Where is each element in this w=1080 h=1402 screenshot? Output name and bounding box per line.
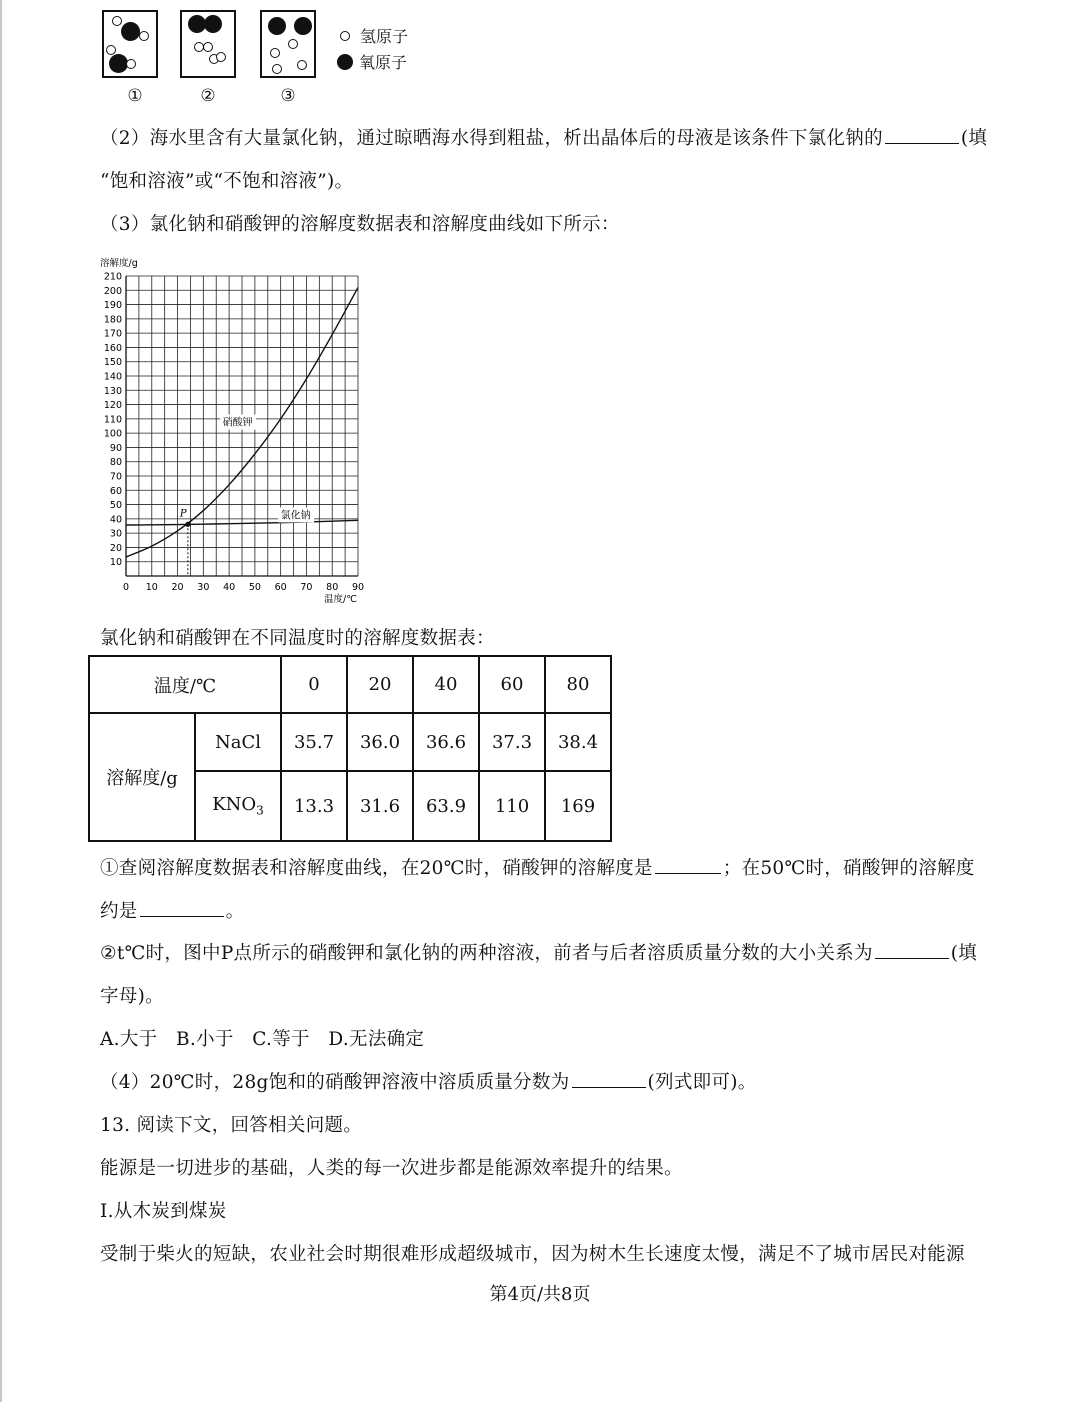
y-axis-label: 溶解度/g — [100, 258, 138, 269]
table-cell: 110 — [479, 771, 545, 841]
page-edge — [0, 0, 2, 1402]
answer-blank[interactable] — [875, 940, 949, 959]
oxygen-atom-icon — [294, 17, 312, 35]
sub2-line-2: 字母)。 — [100, 986, 164, 1007]
x-tick-label: 20 — [171, 582, 184, 593]
y-tick-label: 150 — [103, 357, 122, 369]
table-cell: 38.4 — [545, 713, 611, 771]
solubility-chart — [96, 248, 386, 608]
temp-cell: 80 — [545, 656, 611, 713]
table-cell: 36.6 — [413, 713, 479, 771]
sub1-line-1 — [100, 854, 975, 880]
q4-text-a: （4）20℃时，28g饱和的硝酸钾溶液中溶质质量分数为 — [100, 1072, 570, 1093]
table-cell: 13.3 — [281, 771, 347, 841]
answer-blank[interactable] — [885, 125, 959, 144]
y-tick-label: 190 — [103, 300, 122, 312]
q3-intro: （3）氯化钠和硝酸钾的溶解度数据表和溶解度曲线如下所示： — [100, 214, 620, 235]
option-b: B.小于 — [176, 1029, 234, 1050]
molecule-box-3 — [260, 10, 316, 78]
y-tick-label: 100 — [103, 428, 122, 440]
box-label-3: ③ — [280, 86, 296, 106]
table-cell: 35.7 — [281, 713, 347, 771]
temp-cell: 60 — [479, 656, 545, 713]
hydrogen-atom-icon — [288, 39, 298, 49]
y-tick-label: 130 — [103, 385, 122, 397]
x-tick-label: 80 — [326, 582, 339, 593]
answer-blank[interactable] — [140, 898, 224, 917]
box-label-1: ① — [127, 86, 143, 106]
point-p-label: P — [179, 508, 187, 520]
kno3-subscript: 3 — [256, 803, 264, 818]
molecule-box-2 — [180, 10, 236, 78]
y-tick-label: 120 — [103, 400, 122, 412]
table-cell: 37.3 — [479, 713, 545, 771]
x-tick-label: 60 — [274, 582, 287, 593]
hydrogen-atom-icon — [270, 48, 280, 58]
y-tick-label: 30 — [109, 528, 122, 540]
y-tick-label: 200 — [103, 285, 122, 297]
y-tick-label: 90 — [109, 442, 122, 454]
hydrogen-atom-icon — [272, 64, 282, 74]
hydrogen-atom-icon — [139, 31, 149, 41]
answer-blank[interactable] — [572, 1069, 646, 1088]
table-caption: 氯化钠和硝酸钾在不同温度时的溶解度数据表： — [100, 628, 495, 649]
legend-hydrogen-label: 氢原子 — [360, 27, 409, 46]
x-axis-label: 温度/℃ — [324, 594, 357, 605]
point-p — [185, 522, 190, 527]
temp-cell: 20 — [347, 656, 413, 713]
temp-header: 温度/℃ — [89, 656, 281, 713]
q2-line-2: “饱和溶液”或“不饱和溶液”)。 — [100, 171, 354, 192]
y-tick-label: 180 — [103, 314, 122, 326]
hydrogen-atom-icon — [297, 60, 307, 70]
legend-hydrogen — [340, 24, 408, 47]
oxygen-atom-icon — [268, 17, 286, 35]
x-tick-label: 10 — [145, 582, 158, 593]
table-cell: 169 — [545, 771, 611, 841]
q2-line-1 — [100, 124, 987, 150]
temp-cell: 0 — [281, 656, 347, 713]
y-tick-label: 20 — [109, 542, 122, 554]
legend-oxygen — [340, 50, 407, 73]
x-tick-label: 40 — [223, 582, 236, 593]
option-d: D.无法确定 — [328, 1029, 425, 1050]
hydrogen-atom-icon — [216, 52, 226, 62]
y-tick-label: 80 — [109, 457, 122, 469]
series-label-nacl: 氯化钠 — [280, 510, 311, 522]
x-tick-label: 50 — [248, 582, 261, 593]
sub1-line2-a: 约是 — [100, 901, 138, 922]
solubility-table — [88, 655, 612, 842]
y-tick-label: 40 — [109, 514, 122, 526]
x-tick-label: 90 — [351, 582, 365, 593]
sub2-line-1 — [100, 939, 977, 965]
sub1-line2-b: 。 — [225, 901, 245, 922]
hydrogen-atom-icon — [112, 16, 122, 26]
hydrogen-atom-icon — [126, 59, 136, 69]
kno3-name: KNO — [212, 794, 257, 816]
sub2-tail: (填 — [950, 943, 978, 964]
temp-cell: 40 — [413, 656, 479, 713]
table-cell: 31.6 — [347, 771, 413, 841]
q13-para2: 受制于柴火的短缺，农业社会时期很难形成超级城市，因为树木生长速度太慢，满足不了城市居民对能源 — [100, 1244, 965, 1265]
hydrogen-atom-icon — [203, 42, 213, 52]
y-tick-label: 110 — [103, 414, 122, 426]
q2-tail: (填 — [960, 128, 988, 149]
q2-text: （2）海水里含有大量氯化钠，通过晾晒海水得到粗盐，析出晶体后的母液是该条件下氯化钠的 — [100, 128, 883, 149]
legend-oxygen-label: 氧原子 — [359, 53, 408, 72]
option-a: A.大于 — [100, 1029, 158, 1050]
q13-para1: 能源是一切进步的基础，人类的每一次进步都是能源效率提升的结果。 — [100, 1158, 683, 1179]
table-cell: 63.9 — [413, 771, 479, 841]
oxygen-atom-icon — [204, 15, 222, 33]
open-circle-icon — [340, 31, 350, 41]
y-tick-label: 50 — [109, 500, 122, 512]
hydrogen-atom-icon — [106, 45, 116, 55]
sub1-text-b: ；在50℃时，硝酸钾的溶解度 — [722, 858, 975, 879]
q4-text-b: (列式即可)。 — [647, 1072, 757, 1093]
oxygen-atom-icon — [121, 22, 140, 41]
sub2-options — [100, 1025, 424, 1051]
y-tick-label: 170 — [103, 328, 122, 340]
series-label-kno3: 硝酸钾 — [222, 417, 253, 429]
page-footer: 第4页/共8页 — [489, 1284, 591, 1305]
x-tick-label: 70 — [300, 582, 313, 593]
table-cell: 36.0 — [347, 713, 413, 771]
q13-title: 13. 阅读下文，回答相关问题。 — [100, 1115, 363, 1136]
molecule-box-1 — [102, 10, 158, 78]
y-tick-label: 140 — [103, 371, 122, 383]
filled-circle-icon — [337, 54, 353, 70]
y-tick-label: 10 — [109, 557, 122, 569]
substance-nacl: NaCl — [195, 713, 281, 771]
box-label-2: ② — [200, 86, 216, 106]
x-tick-label: 30 — [197, 582, 210, 593]
answer-blank[interactable] — [655, 855, 721, 874]
option-c: C.等于 — [252, 1029, 310, 1050]
substance-kno3 — [195, 771, 281, 841]
sub1-text-a: ①查阅溶解度数据表和溶解度曲线，在20℃时，硝酸钾的溶解度是 — [100, 858, 653, 879]
row-group-label: 溶解度/g — [89, 713, 195, 841]
y-tick-label: 70 — [109, 471, 122, 483]
y-tick-label: 160 — [103, 342, 122, 354]
y-tick-label: 60 — [109, 485, 122, 497]
sub2-text: ②t℃时，图中P点所示的硝酸钾和氯化钠的两种溶液，前者与后者溶质质量分数的大小关系为 — [100, 943, 873, 964]
x-tick-label: 0 — [122, 582, 130, 593]
y-tick-label: 210 — [103, 271, 122, 283]
q13-section: Ⅰ.从木炭到煤炭 — [100, 1201, 227, 1222]
sub1-line-2 — [100, 897, 244, 923]
q4-line — [100, 1068, 757, 1094]
